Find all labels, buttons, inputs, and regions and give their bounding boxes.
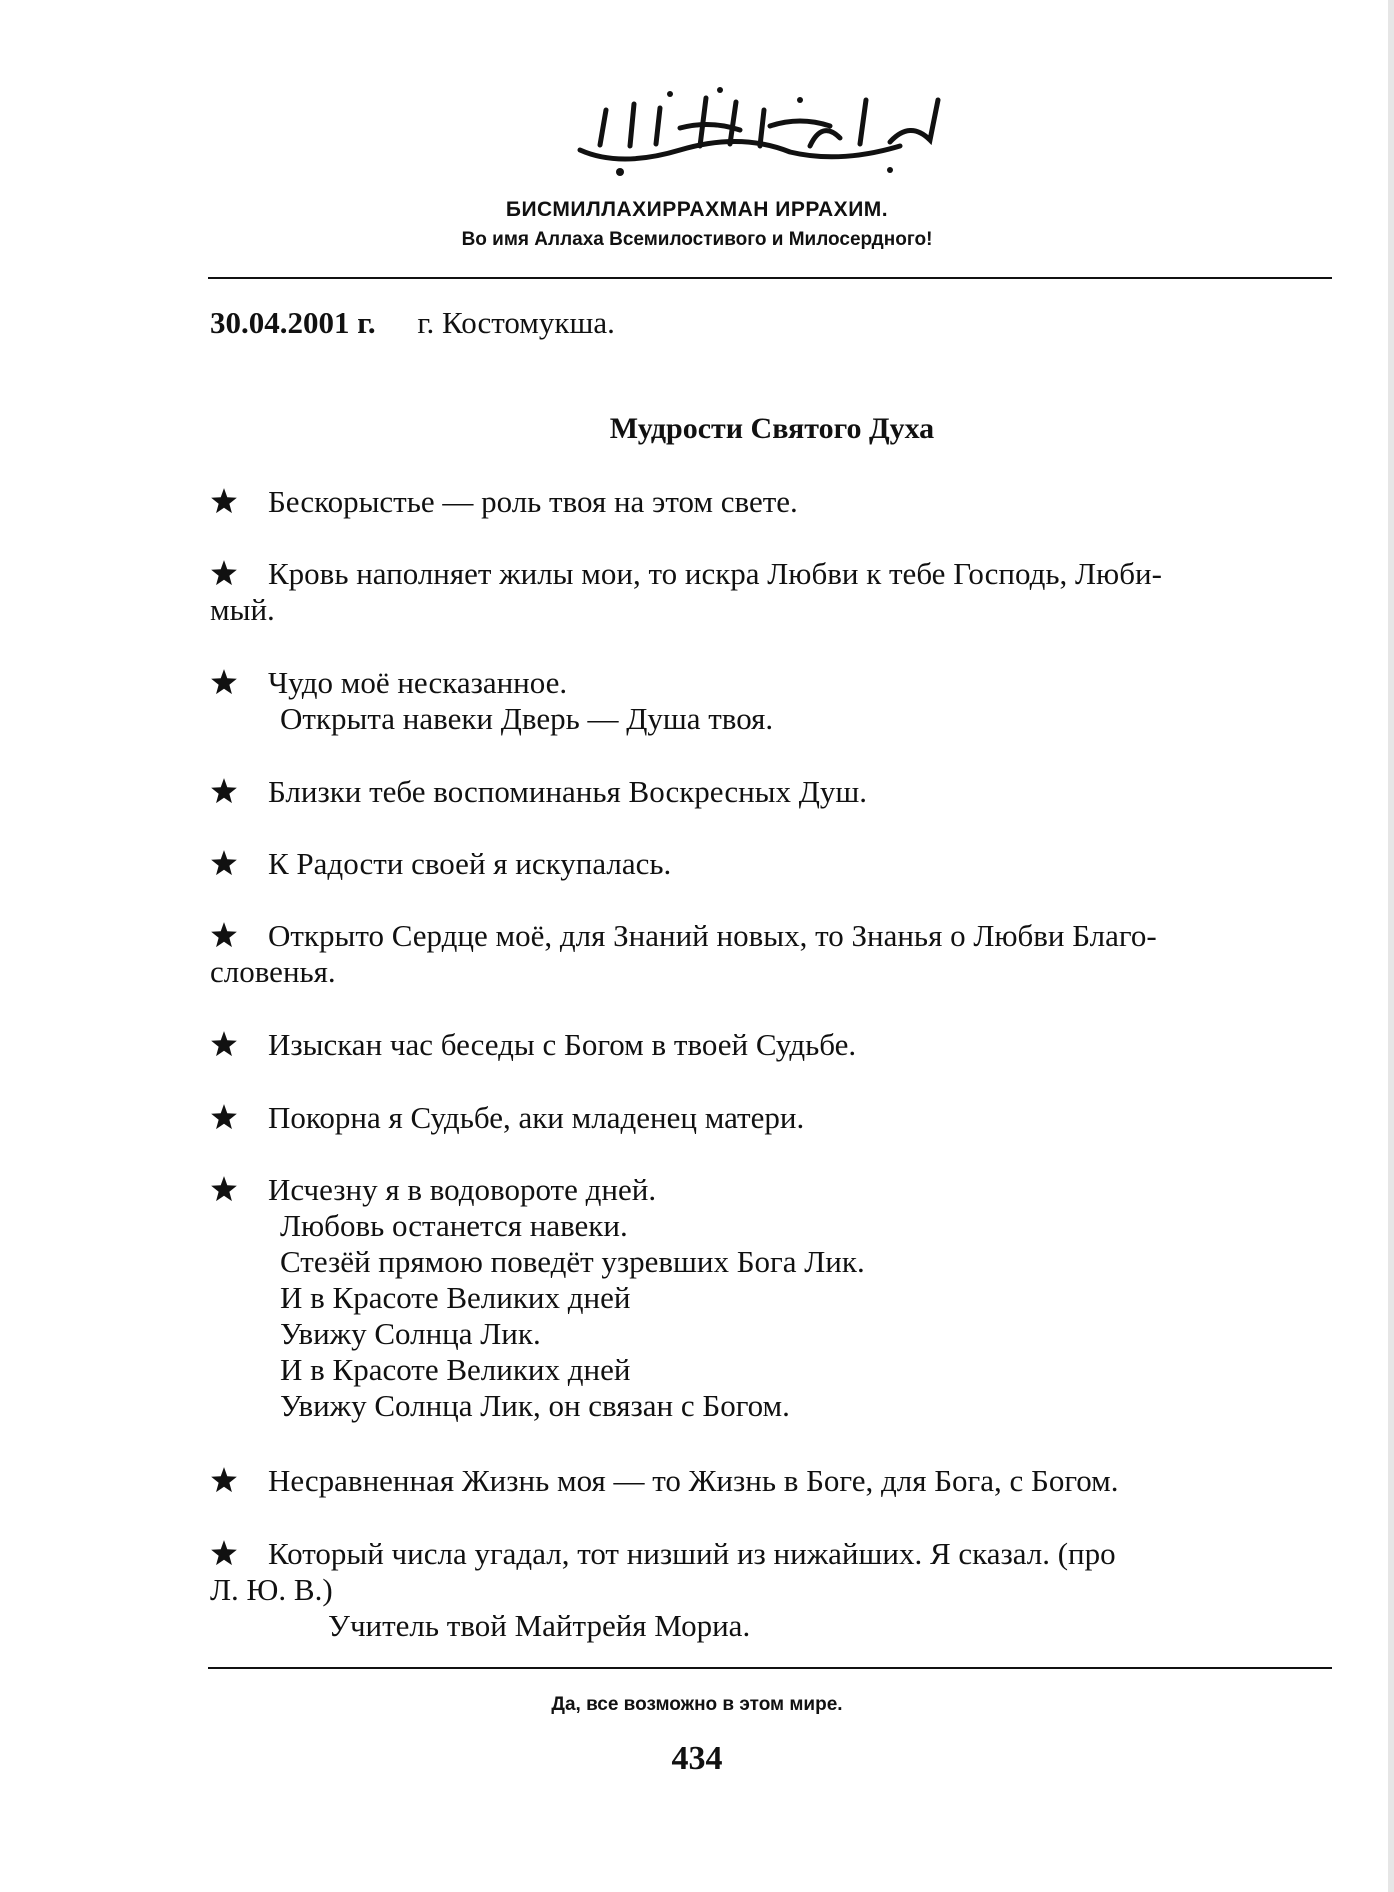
star-icon bbox=[210, 921, 238, 949]
star-icon bbox=[210, 668, 238, 696]
star-icon bbox=[210, 559, 238, 587]
list-item bbox=[210, 1536, 1332, 1644]
page-title: Мудрости Святого Духа bbox=[609, 412, 935, 445]
entry-date: 30.04.2001 г. bbox=[210, 305, 376, 340]
list-item bbox=[210, 846, 1332, 882]
list-item bbox=[210, 1172, 1332, 1424]
entry-line: Открыто Сердце моё, для Знаний новых, то Знанья о Любви Благо- bbox=[268, 918, 1157, 953]
star-icon bbox=[210, 1175, 238, 1203]
star-icon bbox=[210, 1539, 238, 1567]
dateline bbox=[210, 305, 615, 341]
list-item bbox=[210, 665, 1332, 737]
list-item bbox=[210, 774, 1332, 810]
list-item bbox=[210, 918, 1332, 990]
page-edge bbox=[1388, 0, 1394, 1892]
entry-city: г. Костомукша. bbox=[417, 305, 615, 340]
entry-line: И в Красоте Великих дней bbox=[280, 1352, 631, 1387]
bismillah-latin: БИСМИЛЛАХИРРАХМАН ИРРАХИМ. bbox=[505, 198, 889, 221]
list-item bbox=[210, 1100, 1332, 1136]
entry-line: словенья. bbox=[210, 954, 336, 989]
list-item bbox=[210, 1027, 1332, 1063]
list-item bbox=[210, 484, 1332, 520]
entry-line: Бескорыстье — роль твоя на этом свете. bbox=[268, 484, 798, 519]
entry-line: Исчезну я в водовороте дней. bbox=[268, 1172, 657, 1207]
list-item bbox=[210, 556, 1332, 628]
entry-line: К Радости своей я искупалась. bbox=[268, 846, 672, 881]
bottom-divider bbox=[208, 1667, 1332, 1669]
bismillah-translation: Во имя Аллаха Всемилостивого и Милосердного! bbox=[461, 229, 933, 250]
star-icon bbox=[210, 777, 238, 805]
star-icon bbox=[210, 1466, 238, 1494]
entry-line: И в Красоте Великих дней bbox=[280, 1280, 631, 1315]
entry-line: Увижу Солнца Лик. bbox=[280, 1316, 541, 1351]
star-icon bbox=[210, 487, 238, 515]
arabic-calligraphy-icon bbox=[560, 80, 960, 180]
entry-line: Открыта навеки Дверь — Душа твоя. bbox=[280, 701, 774, 736]
star-icon bbox=[210, 1030, 238, 1058]
signature-line: Учитель твой Майтрейя Мориа. bbox=[328, 1608, 751, 1643]
entry-line: Чудо моё несказанное. bbox=[268, 665, 568, 700]
entry-line: Покорна я Судьбе, аки младенец матери. bbox=[268, 1100, 805, 1135]
entry-line: Стезёй прямою поведёт узревших Бога Лик. bbox=[280, 1244, 865, 1279]
entry-line: Близки тебе воспоминанья Воскресных Душ. bbox=[268, 774, 868, 809]
running-footer: Да, все возможно в этом мире. bbox=[551, 1694, 843, 1715]
page-number: 434 bbox=[671, 1740, 723, 1777]
top-divider bbox=[208, 277, 1332, 279]
star-icon bbox=[210, 849, 238, 877]
list-item bbox=[210, 1463, 1332, 1499]
entry-line: Л. Ю. В.) bbox=[210, 1572, 333, 1607]
star-icon bbox=[210, 1103, 238, 1131]
entry-line: Любовь останется навеки. bbox=[280, 1208, 628, 1243]
entry-line: Изыскан час беседы с Богом в твоей Судьбе. bbox=[268, 1027, 857, 1062]
entry-line: Который числа угадал, тот низший из нижайших. Я сказал. (про bbox=[268, 1536, 1116, 1571]
entry-line: Увижу Солнца Лик, он связан с Богом. bbox=[280, 1388, 790, 1423]
entry-line: мый. bbox=[210, 592, 275, 627]
entry-line: Несравненная Жизнь моя — то Жизнь в Боге, для Бога, с Богом. bbox=[268, 1463, 1119, 1498]
entry-line: Кровь наполняет жилы мои, то искра Любви к тебе Господь, Люби- bbox=[268, 556, 1162, 591]
